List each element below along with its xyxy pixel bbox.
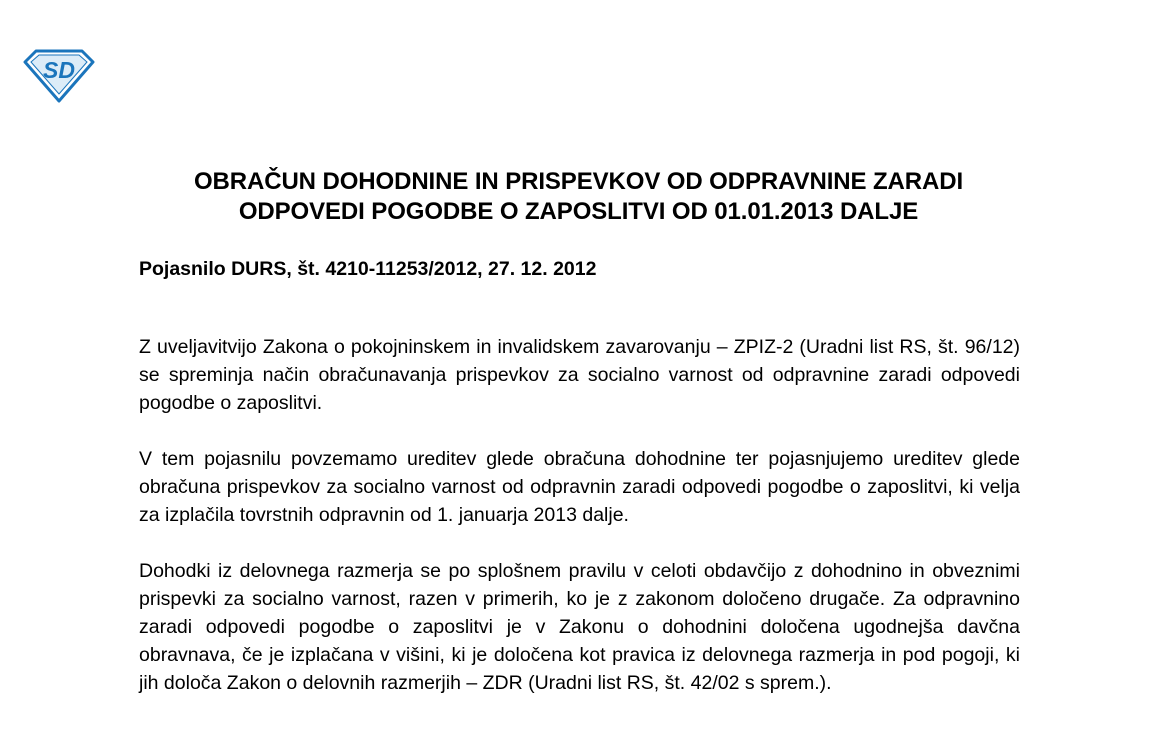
document-subtitle: Pojasnilo DURS, št. 4210-11253/2012, 27. 12. 2012 [139,258,597,280]
logo-graphic [22,48,96,104]
document-title-line-1: OBRAČUN DOHODNINE IN PRISPEVKOV OD ODPRAVNINE ZARADI [193,168,964,195]
document-body [139,333,1020,725]
sd-shield-logo-icon [22,48,96,104]
paragraph-2: V tem pojasnilu povzemamo ureditev glede obračuna dohodnine ter pojasnjujemo ureditev glede obračuna prispevkov za socialno varnost od odpravnin zaradi odpovedi pogodbe o zaposlitvi, ki velja za izplačila tovrstnih odpravnin od 1. januarja 2013 dalje. [139,448,1020,526]
paragraph-1: Z uveljavitvijo Zakona o pokojninskem in invalidskem zavarovanju – ZPIZ-2 (Uradni list RS, št. 96/12) se spreminja način obračunavanja prispevkov za socialno varnost od odpravnine zaradi odpovedi pogodbe o zaposlitvi. [139,336,1020,414]
document-title [100,167,1057,227]
document-title-line-2: ODPOVEDI POGODBE O ZAPOSLITVI OD 01.01.2013 DALJE [238,198,919,225]
paragraph-3: Dohodki iz delovnega razmerja se po splošnem pravilu v celoti obdavčijo z dohodnino in obveznimi prispevki za socialno varnost, razen v primerih, ko je z zakonom določeno drugače. Za odpravnino zaradi odpovedi pogodbe o zaposlitvi je v Zakonu o dohodnini določena ugodnejša davčna obravnava, če je izplačana v višini, ki je določena kot pravica iz delovnega razmerja in pod pogoji, ki jih določa Zakon o delovnih razmerjih – ZDR (Uradni list RS, št. 42/02 s sprem.). [139,560,1020,694]
logo-lettering: SD [43,57,75,83]
